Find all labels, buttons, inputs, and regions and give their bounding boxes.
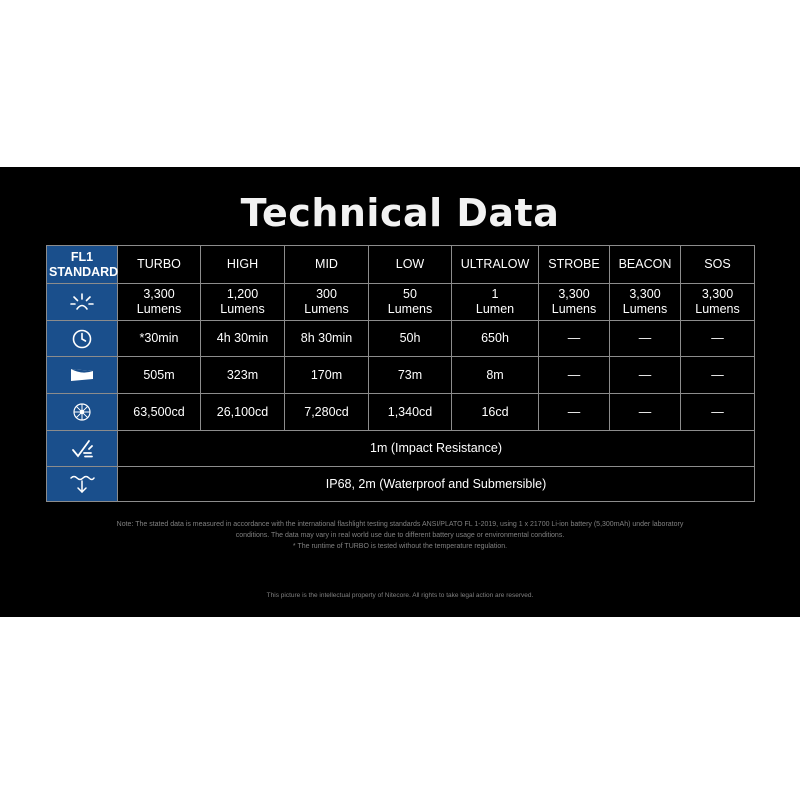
model-label	[47, 246, 118, 284]
mode-header: BEACON	[610, 246, 681, 284]
mode-header: ULTRALOW	[452, 246, 539, 284]
beam-distance-icon	[47, 357, 118, 394]
runtime-cell: —	[539, 321, 610, 357]
output-cell: 3,300 Lumens	[681, 284, 755, 321]
intensity-cell: 63,500cd	[118, 394, 201, 431]
runtime-cell: 650h	[452, 321, 539, 357]
footnote-line1: Note: The stated data is measured in accordance with the international flashlight testing standards ANSI/PLATO FL 1-2019, using 1 x 21700 Li-ion battery (5,300mAh) under laboratory	[116, 521, 684, 528]
output-cell: 1 Lumen	[452, 284, 539, 321]
mode-header: MID	[285, 246, 369, 284]
runtime-cell: 8h 30min	[285, 321, 369, 357]
distance-cell: 8m	[452, 357, 539, 394]
output-cell: 3,300 Lumens	[118, 284, 201, 321]
footnote-line3: * The runtime of TURBO is tested without the temperature regulation.	[292, 543, 508, 550]
impact-row	[47, 431, 755, 467]
distance-cell: 505m	[118, 357, 201, 394]
mode-header: LOW	[369, 246, 452, 284]
output-cell: 300 Lumens	[285, 284, 369, 321]
distance-cell: —	[539, 357, 610, 394]
intensity-cell: 1,340cd	[369, 394, 452, 431]
intensity-cell: —	[610, 394, 681, 431]
mode-header: HIGH	[201, 246, 285, 284]
runtime-cell: —	[681, 321, 755, 357]
distance-cell: —	[681, 357, 755, 394]
output-cell: 3,300 Lumens	[539, 284, 610, 321]
mode-header: TURBO	[118, 246, 201, 284]
output-cell: 1,200 Lumens	[201, 284, 285, 321]
peak-intensity-icon	[47, 394, 118, 431]
distance-cell: 73m	[369, 357, 452, 394]
distance-cell: 170m	[285, 357, 369, 394]
runtime-cell: —	[610, 321, 681, 357]
intensity-cell: 7,280cd	[285, 394, 369, 431]
waterproof-icon	[47, 467, 118, 502]
intensity-cell: 16cd	[452, 394, 539, 431]
clock-icon	[47, 321, 118, 357]
waterproof-value: IP68, 2m (Waterproof and Submersible)	[118, 467, 755, 502]
runtime-cell: *30min	[118, 321, 201, 357]
runtime-cell: 50h	[369, 321, 452, 357]
intensity-row	[47, 394, 755, 431]
spec-table	[46, 245, 755, 502]
footnote-line2: conditions. The data may vary in real world use due to different battery usage or environmental conditions.	[235, 532, 565, 539]
runtime-row	[47, 321, 755, 357]
impact-resistance-icon	[47, 431, 118, 467]
output-cell: 50 Lumens	[369, 284, 452, 321]
output-cell: 3,300 Lumens	[610, 284, 681, 321]
header-row	[47, 246, 755, 284]
intensity-cell: —	[681, 394, 755, 431]
waterproof-row	[47, 467, 755, 502]
mode-header: STROBE	[539, 246, 610, 284]
impact-value: 1m (Impact Resistance)	[118, 431, 755, 467]
intensity-cell: —	[539, 394, 610, 431]
output-row	[47, 284, 755, 321]
distance-cell: —	[610, 357, 681, 394]
intensity-cell: 26,100cd	[201, 394, 285, 431]
distance-cell: 323m	[201, 357, 285, 394]
copyright-notice: This picture is the intellectual property of Nitecore. All rights to take legal action are reserved.	[266, 592, 534, 599]
model-label-line1: FL1	[70, 249, 94, 264]
model-label-line2: STANDARD	[49, 264, 119, 279]
runtime-cell: 4h 30min	[201, 321, 285, 357]
page-title: Technical Data	[240, 191, 560, 235]
distance-row	[47, 357, 755, 394]
light-output-icon	[47, 284, 118, 321]
mode-header: SOS	[681, 246, 755, 284]
